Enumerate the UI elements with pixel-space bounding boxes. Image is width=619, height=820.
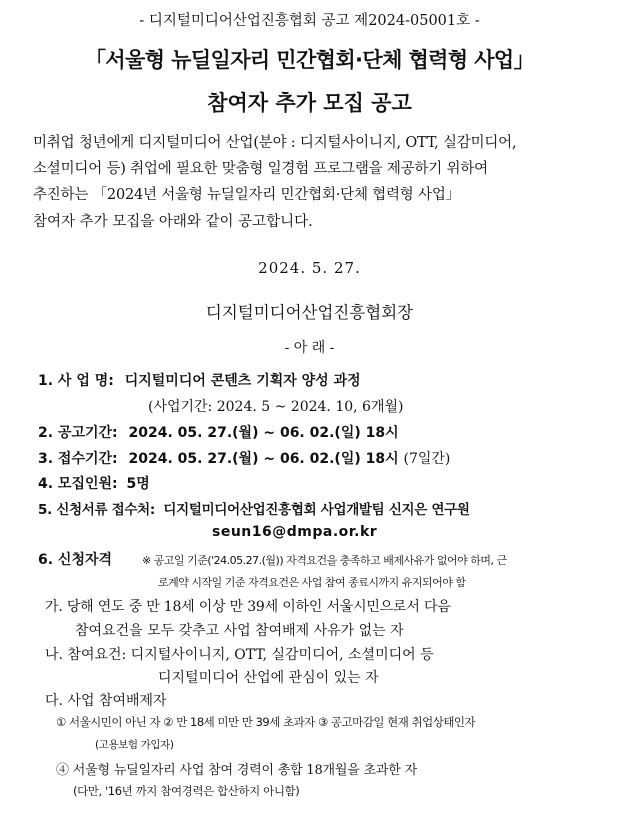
intro-line-4: 참여자 추가 모집을 아래와 같이 공고합니다. — [33, 214, 313, 230]
item-project-value: 디지털미디어 콘텐츠 기획자 양성 과정 — [124, 373, 361, 389]
item-project — [38, 370, 361, 390]
item-project-period: (사업기간: 2024. 5 ~ 2024. 10, 6개월) — [148, 399, 404, 415]
intro-line-1: 미취업 청년에게 디지털미디어 산업(분야 : 디지털사이니지, OTT, 실감미디어, — [33, 135, 517, 151]
qualification-note-line-2: 로계약 시작일 기준 자격요건은 사업 참여 종료시까지 유지되어야 함 — [158, 576, 466, 589]
qualification-a-line-2: 참여요건을 모두 갖추고 사업 참여배제 사유가 없는 자 — [75, 623, 404, 639]
exclusion-item-4-sub: (다만, '16년 까지 참여경력은 합산하지 아니함) — [73, 784, 300, 798]
qualification-b-line-1: 나. 참여요건: 디지털사이니지, OTT, 실감미디어, 소셜미디어 등 — [45, 647, 434, 663]
item-recruits-value: 5명 — [126, 476, 150, 492]
intro-line-3: 추진하는 「2024년 서울형 뉴딜일자리 민간협회·단체 협력형 사업」 — [33, 187, 460, 203]
exclusion-item-4: ④ 서울형 뉴딜일자리 사업 참여 경력이 총합 18개월을 초과한 자 — [56, 763, 417, 778]
item-project-label: 1. 사 업 명: — [38, 373, 114, 389]
qualification-c-label: 다. 사업 참여배제자 — [45, 693, 167, 709]
notice-number: - 디지털미디어산업진흥협회 공고 제2024-05001호 - — [139, 13, 480, 29]
item-qualification-label: 6. 신청자격 — [38, 552, 113, 568]
item-application-period-label: 3. 접수기간: — [38, 451, 118, 467]
item-application-period — [38, 448, 450, 468]
item-submission-value: 디지털미디어산업진흥협회 사업개발팀 신지은 연구원 — [163, 502, 470, 518]
item-notice-period-label: 2. 공고기간: — [38, 425, 118, 441]
item-notice-period-value: 2024. 05. 27.(월) ~ 06. 02.(일) 18시 — [128, 425, 399, 441]
item-recruits — [38, 473, 150, 493]
issuer-name: 디지털미디어산업진흥협회장 — [205, 303, 414, 322]
submission-email[interactable]: seun16@dmpa.or.kr — [212, 524, 378, 540]
exclusion-items-line: ① 서울시민이 아닌 자 ② 만 18세 미만 만 39세 초과자 ③ 공고마감일 현재 취업상태인자 — [56, 715, 476, 729]
item-application-period-value: 2024. 05. 27.(월) ~ 06. 02.(일) 18시 — [128, 451, 399, 467]
title-line-1: 「서울형 뉴딜일자리 민간협회·단체 협력형 사업」 — [84, 48, 535, 72]
item-submission — [38, 498, 470, 518]
below-heading: - 아 래 - — [284, 340, 335, 356]
intro-line-2: 소셜미디어 등) 취업에 필요한 맞춤형 일경험 프로그램을 제공하기 위하여 — [33, 161, 488, 177]
qualification-b-line-2: 디지털미디어 산업에 관심이 있는 자 — [158, 670, 379, 686]
item-application-period-note: (7일간) — [403, 451, 451, 467]
qualification-note-line-1: ※ 공고일 기준('24.05.27.(월)) 자격요건을 충족하고 배제사유가 없어야 하며, 근 — [142, 554, 507, 567]
exclusion-items-sub: (고용보험 가입자) — [95, 739, 174, 751]
title-line-2: 참여자 추가 모집 공고 — [207, 91, 412, 115]
item-submission-label: 5. 신청서류 접수처: — [38, 502, 156, 518]
notice-date: 2024. 5. 27. — [258, 259, 361, 277]
item-notice-period — [38, 422, 399, 442]
qualification-a-line-1: 가. 당해 연도 중 만 18세 이상 만 39세 이하인 서울시민으로서 다음 — [45, 599, 451, 615]
item-recruits-label: 4. 모집인원: — [38, 476, 118, 492]
